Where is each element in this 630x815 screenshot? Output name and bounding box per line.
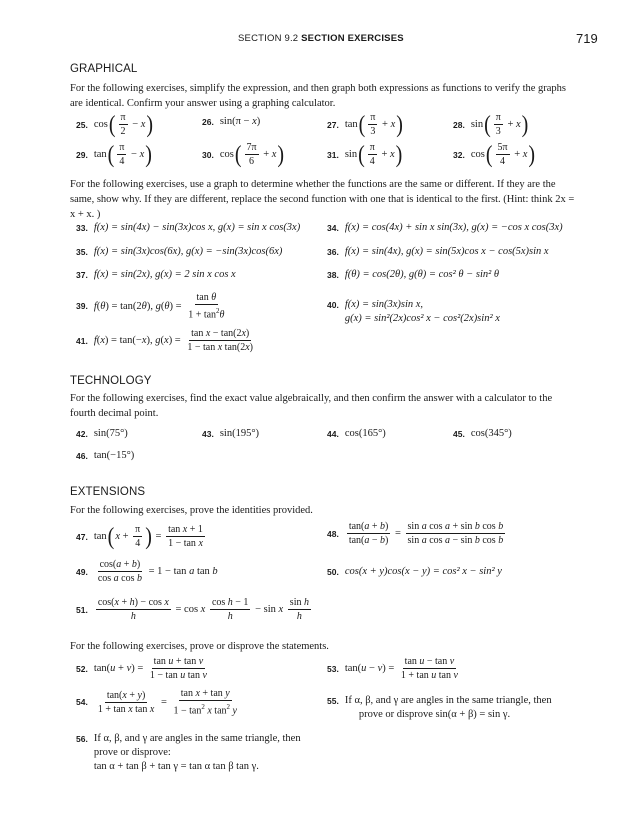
exercise-number: 47. xyxy=(76,531,88,542)
exercise-52: 52. tan(u + v) = $\frac{\text{tan u + tan v}}{\text{1 − tan u tan v}}$ xyxy=(76,656,207,681)
section-title: SECTION EXERCISES xyxy=(301,33,404,44)
exercise-46 xyxy=(76,450,134,461)
exercise-number: 43. xyxy=(202,428,214,439)
exercise-35 xyxy=(76,246,282,257)
graphical-intro-2: For the following exercises, use a graph to determine whether the functions are the same or different. If they are the same, show why. If they are different, replace the second function with one that is identical to the first. (Hint: think 2x = x + x. ) xyxy=(70,179,575,220)
exercise-text-line-3: tan α + tan β + tan γ = tan α tan β tan γ. xyxy=(93,761,259,772)
technology-intro: For the following exercises, find the exact value algebraically, and then confirm the answer with a calculator to the fourth decimal point. xyxy=(70,393,553,419)
exercise-31: 31. sin ( $\frac{\pi}{4}$ + x ) xyxy=(327,141,403,168)
exercise-number: 52. xyxy=(76,663,88,674)
exercise-number: 41. xyxy=(76,335,88,346)
exercise-number: 50. xyxy=(327,566,339,577)
exercise-text-line-1: If α, β, and γ are angles in the same triangle, then xyxy=(344,695,552,706)
exercise-text: f(x) = sin(4x) − sin(3x)cos x, g(x) = sin x cos(3x) xyxy=(93,222,301,233)
exercise-56 xyxy=(76,732,301,774)
exercise-text: cos(165°) xyxy=(344,428,386,439)
exercise-text-line-1: f(x) = sin(3x)sin x, xyxy=(344,299,424,310)
exercise-26: 26. sin(π − x) xyxy=(202,116,261,127)
exercise-48: 48. $\frac{\tan(a + b)}{\tan(a - b)}$ = $\frac{\text{sin a cos a + sin b cos b}}{\text{sin a cos a − sin b cos b}}$ xyxy=(327,521,504,546)
exercise-number: 37. xyxy=(76,269,88,280)
exercise-36 xyxy=(327,246,549,257)
exercise-number: 44. xyxy=(327,428,339,439)
exercise-number: 55. xyxy=(327,696,339,706)
exercise-number: 51. xyxy=(76,604,88,615)
exercise-44 xyxy=(327,428,386,439)
exercise-number: 39. xyxy=(76,301,88,312)
graphical-intro-1: For the following exercises, simplify the expression, and then graph both expressions as functions to verify the graphs are identical. Confirm your answer using a graphing calculator. xyxy=(70,83,567,109)
extensions-intro-1: For the following exercises, prove the identities provided. xyxy=(70,505,313,516)
exercise-55 xyxy=(327,694,552,722)
exercise-34 xyxy=(327,222,563,233)
exercise-number: 53. xyxy=(327,663,339,674)
exercise-number: 36. xyxy=(327,246,339,257)
exercise-text: tan(−15°) xyxy=(93,450,135,461)
exercise-number: 48. xyxy=(327,528,339,539)
exercise-number: 35. xyxy=(76,246,88,257)
exercise-45 xyxy=(453,428,512,439)
exercise-40 xyxy=(327,298,500,326)
exercise-53: 53. tan(u − v) = $\frac{\text{tan u − tan v}}{\text{1 + tan u tan v}}$ xyxy=(327,656,458,681)
exercise-39: 39. f(θ) = tan(2θ), g(θ) = $\frac{\text{tan θ}}{1 + \tan^2\theta}$ xyxy=(76,292,225,321)
exercise-text: f(x) = sin(3x)cos(6x), g(x) = −sin(3x)cos(6x) xyxy=(93,246,283,257)
exercise-42 xyxy=(76,428,128,439)
graphical-heading: GRAPHICAL xyxy=(70,63,138,75)
exercise-text: f(x) = cos(4x) + sin x sin(3x), g(x) = −cos x cos(3x) xyxy=(344,222,563,233)
exercise-number: 42. xyxy=(76,428,88,439)
exercise-text: f(x) = sin(4x), g(x) = sin(5x)cos x − cos(5x)sin x xyxy=(344,246,549,257)
exercise-number: 25. xyxy=(76,119,88,130)
exercise-text-line-1: If α, β, and γ are angles in the same triangle, then xyxy=(93,733,301,744)
exercise-32: 32. cos ( $\frac{5\pi}{4}$ + x ) xyxy=(453,141,536,168)
exercise-text-line-2: prove or disprove: xyxy=(93,747,171,758)
exercise-54: 54. $\frac{\tan(x + y)}{\text{1 + tan x tan x}}$ = $\frac{\text{tan x + tan y}}{1 - \tan^2 x \tan^2 y}$ xyxy=(76,688,237,717)
exercise-number: 29. xyxy=(76,149,88,160)
exercise-37 xyxy=(76,269,236,280)
exercise-text: sin(195°) xyxy=(219,428,260,439)
exercise-number: 34. xyxy=(327,222,339,233)
exercise-number: 56. xyxy=(76,734,88,744)
exercise-number: 45. xyxy=(453,428,465,439)
exercise-28: 28. sin ( $\frac{\pi}{3}$ + x ) xyxy=(453,111,529,138)
exercise-number: 26. xyxy=(202,116,214,127)
exercise-47: 47. tan ( x + $\frac{\pi}{4}$ ) = $\frac{\text{tan x + 1}}{\text{1 − tan x}}$ xyxy=(76,523,203,550)
exercise-number: 49. xyxy=(76,566,88,577)
exercise-text: sin(75°) xyxy=(93,428,128,439)
exercise-text: f(x) = sin(2x), g(x) = 2 sin x cos x xyxy=(93,269,236,280)
exercise-51: 51. $\frac{\text{cos(x + h) − cos x}}{h}$ = cos x $\frac{\text{cos h − 1}}{h}$ − sin x $\frac{\text{sin h}}{h}$ xyxy=(76,597,309,622)
section-prefix: SECTION 9.2 xyxy=(238,33,299,44)
exercise-number: 46. xyxy=(76,450,88,461)
exercise-33 xyxy=(76,222,300,233)
exercise-25: 25. cos ( $\frac{\pi}{2}$ − x ) xyxy=(76,111,154,138)
running-header xyxy=(238,33,404,44)
exercise-number: 54. xyxy=(76,697,88,708)
exercise-30: 30. cos ( $\frac{7\pi}{6}$ + x ) xyxy=(202,141,285,168)
exercise-number: 40. xyxy=(327,300,339,310)
exercise-49: 49. $\frac{\cos(a + b)}{\text{cos a cos b}}$ = 1 − tan a tan b xyxy=(76,559,218,584)
exercise-text: cos(345°) xyxy=(470,428,512,439)
extensions-intro-2: For the following exercises, prove or disprove the statements. xyxy=(70,641,329,652)
exercise-number: 28. xyxy=(453,119,465,130)
exercise-number: 38. xyxy=(327,269,339,280)
exercise-number: 27. xyxy=(327,119,339,130)
exercise-43 xyxy=(202,428,259,439)
exercise-38 xyxy=(327,269,499,280)
technology-heading: TECHNOLOGY xyxy=(70,375,152,387)
exercise-text-line-2: g(x) = sin²(2x)cos² x − cos²(2x)sin² x xyxy=(344,313,500,324)
exercise-text: cos(x + y)cos(x − y) = cos² x − sin² y xyxy=(344,566,502,577)
exercise-number: 30. xyxy=(202,149,214,160)
exercise-41: 41. f(x) = tan(−x), g(x) = $\frac{\text{tan x − tan(2x)}}{\text{1 − tan x tan(2x)}}$ xyxy=(76,328,254,353)
exercise-50 xyxy=(327,566,502,577)
exercise-text: f(θ) = cos(2θ), g(θ) = cos² θ − sin² θ xyxy=(344,269,500,280)
exercise-number: 33. xyxy=(76,222,88,233)
exercise-number: 31. xyxy=(327,149,339,160)
exercise-27: 27. tan ( $\frac{\pi}{3}$ + x ) xyxy=(327,111,403,138)
exercise-text-line-2: prove or disprove sin(α + β) = sin γ. xyxy=(358,709,511,720)
page-number: 719 xyxy=(576,31,598,46)
exercise-number: 32. xyxy=(453,149,465,160)
extensions-heading: EXTENSIONS xyxy=(70,486,146,498)
exercise-29: 29. tan ( $\frac{\pi}{4}$ − x ) xyxy=(76,141,152,168)
